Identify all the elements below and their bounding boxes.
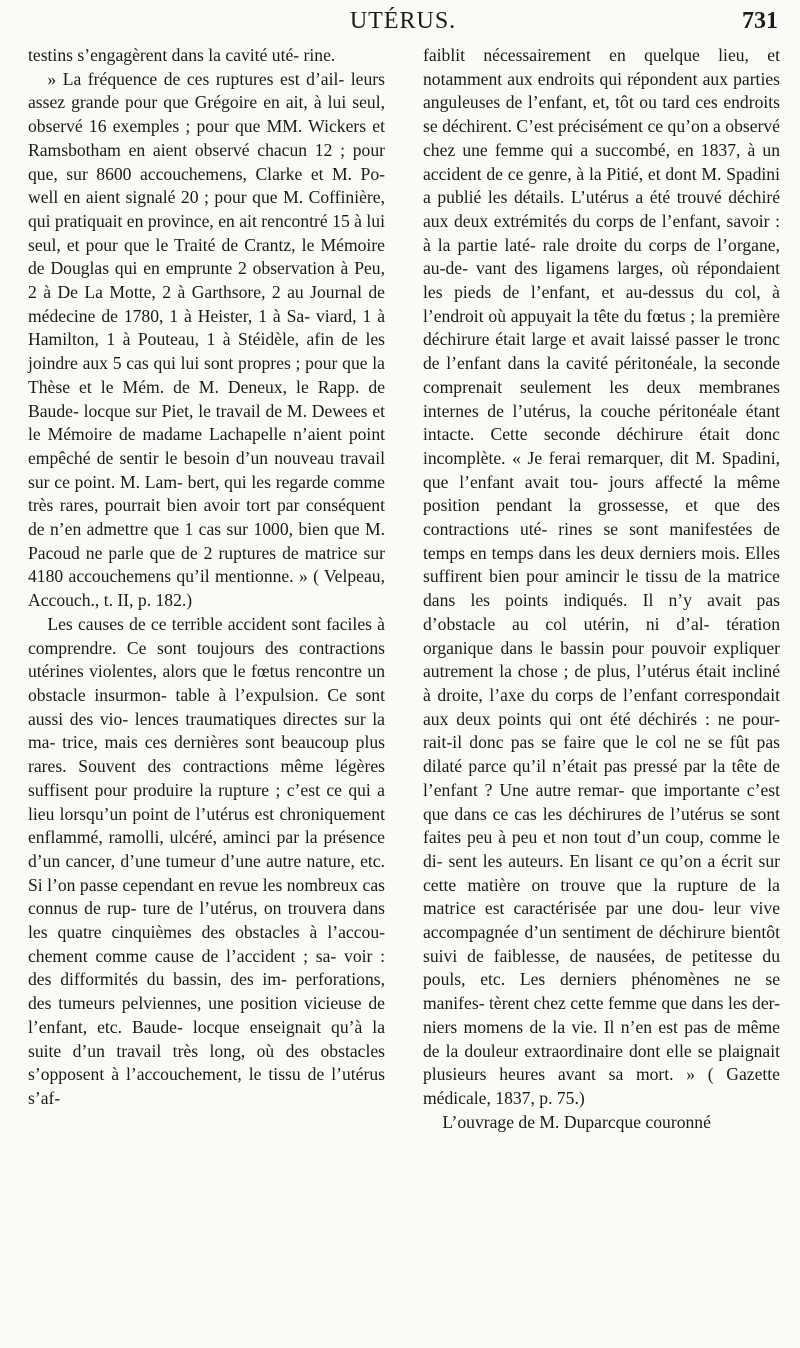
- page-header: [28, 8, 778, 48]
- paragraph: Les causes de ce terrible accident sont faciles à comprendre. Ce sont toujours des contractions utérines violentes, alors que le fœtus rencontre un obstacle insurmon- table à l’expulsion. Ce sont aussi des vio- lences traumatiques directes sur la ma- trice, mais ces dernières sont beaucoup plus rares. Souvent des contractions même légères suffisent pour produire la rupture ; c’est ce qui a lieu lorsqu’un point de l’utérus est chroniquement enflammé, ramolli, ulcéré, aminci par la présence d’un cancer, d’une tumeur d’une autre nature, etc. Si l’on passe cependant en revue les nombreux cas connus de rup- ture de l’utérus, on trouvera dans les quatre cinquièmes des obstacles à l’accou- chement comme cause de l’accident ; sa- voir : des difformités du bassin, des im- perforations, des tumeurs pelviennes, une position vicieuse de l’enfant, etc. Baude- locque enseignait qu’à la suite d’un travail très long, où des obstacles s’opposent à l’accouchement, le tissu de l’utérus s’af-: [28, 613, 385, 1108]
- paragraph: » La fréquence de ces ruptures est d’ail- leurs assez grande pour que Grégoire en ait, à lui seul, observé 16 exemples ; pour que MM. Wickers et Ramsbotham en aient observé chacun 12 ; pour que, sur 8600 accouchemens, Clarke et M. Po- well en aient signalé 20 ; pour que M. Coffinière, qui pratiquait en province, en ait rencontré 15 à lui seul, et pour que le Traité de Crantz, le Mémoire de Douglas qui en emprunte 2 observation à Peu, 2 à De La Motte, 2 à Garthsore, 2 au Journal de médecine de 1780, 1 à Heister, 1 à Sa- viard, 1 à Hamilton, 1 à Pouteau, 1 à Stéidèle, afin de les joindre aux 5 cas qui lui sont propres ; pour que la Thèse et le Mém. de M. Deneux, le Rapp. de Baude- locque sur Piet, le travail de M. Dewees et le Mémoire de madame Lachapelle n’aient point empêché de sentir le besoin d’un nouveau travail sur ce point. M. Lam- bert, qui les regarde comme très rares, pourrait bien avoir tort par conséquent de n’en admettre que 1 cas sur 1000, bien que M. Pacoud ne parle que de 2 ruptures de matrice sur 4180 accouchemens qu’il mentionne. » ( Velpeau, Accouch., t. II, p. 182.): [28, 68, 385, 611]
- paragraph: faiblit nécessairement en quelque lieu, et notamment aux endroits qui répondent aux parties anguleuses de l’enfant, et, tôt ou tard ces endroits se déchirent. C’est précisément ce qu’on a observé chez une femme qui a succombé, en 1837, à un accident de ce genre, à la Pitié, et dont M. Spadini a publié les détails. L’utérus a été trouvé déchiré aux deux extrémités du corps de l’enfant, savoir : à la partie laté- rale droite du corps de l’organe, au-de- vant des ligamens larges, où répondaient les pieds de l’enfant, et au-dessus du col, à l’endroit où appuyait la tête du fœtus ; la première déchirure était large et avait laissé passer le tronc de l’enfant dans la cavité péritonéale, la seconde comprenait seulement les deux membranes internes de l’utérus, la couche péritonéale étant intacte. Cette seconde déchirure était donc incomplète. « Je ferai remarquer, dit M. Spadini, que l’enfant avait tou- jours affecté la même position pendant la grossesse, et que des contractions uté- rines se sont manifestées de temps en temps dans les deux derniers mois. Elles suffirent bien pour amincir le tissu de la matrice dans les points indiqués. Il n’y avait pas d’obstacle au col utérin, ni d’al- tération organique dans le bassin pour pouvoir expliquer autrement la chose ; de plus, l’utérus était incliné à droite, l’axe du corps de l’enfant correspondait aux deux points qui ont été déchirés : ne pour- rait-il donc pas se faire que le col ne se fût pas dilaté parce qu’il n’était pas pressé par la tête de l’enfant ? Une autre remar- que importante c’est que dans ce cas les déchirures de l’utérus se sont faites peu à peu et non tout d’un coup, comme le di- sent les auteurs. En lisant ce qu’on a écrit sur cette matière on trouve que la rupture de la matrice est caractérisée par une dou- leur vive accompagnée d’un sentiment de déchirure bientôt suivi de faiblesse, de nausées, de petitesse du pouls, etc. Les derniers phénomènes ne se manifes- tèrent chez cette femme que dans les der- niers momens de la vie. Il n’en est pas de même de la douleur extraordinaire dont elle se plaignait plusieurs heures avant sa mort. » ( Gazette médicale, 1837, p. 75.): [423, 45, 780, 1108]
- running-head: UTÉRUS.: [349, 8, 457, 34]
- page-number: 731: [742, 8, 778, 34]
- right-column: [423, 44, 780, 1134]
- left-column: [28, 44, 385, 1111]
- paragraph: testins s’engagèrent dans la cavité uté- rine.: [28, 45, 336, 65]
- paragraph: L’ouvrage de M. Duparcque couronné: [442, 1111, 711, 1132]
